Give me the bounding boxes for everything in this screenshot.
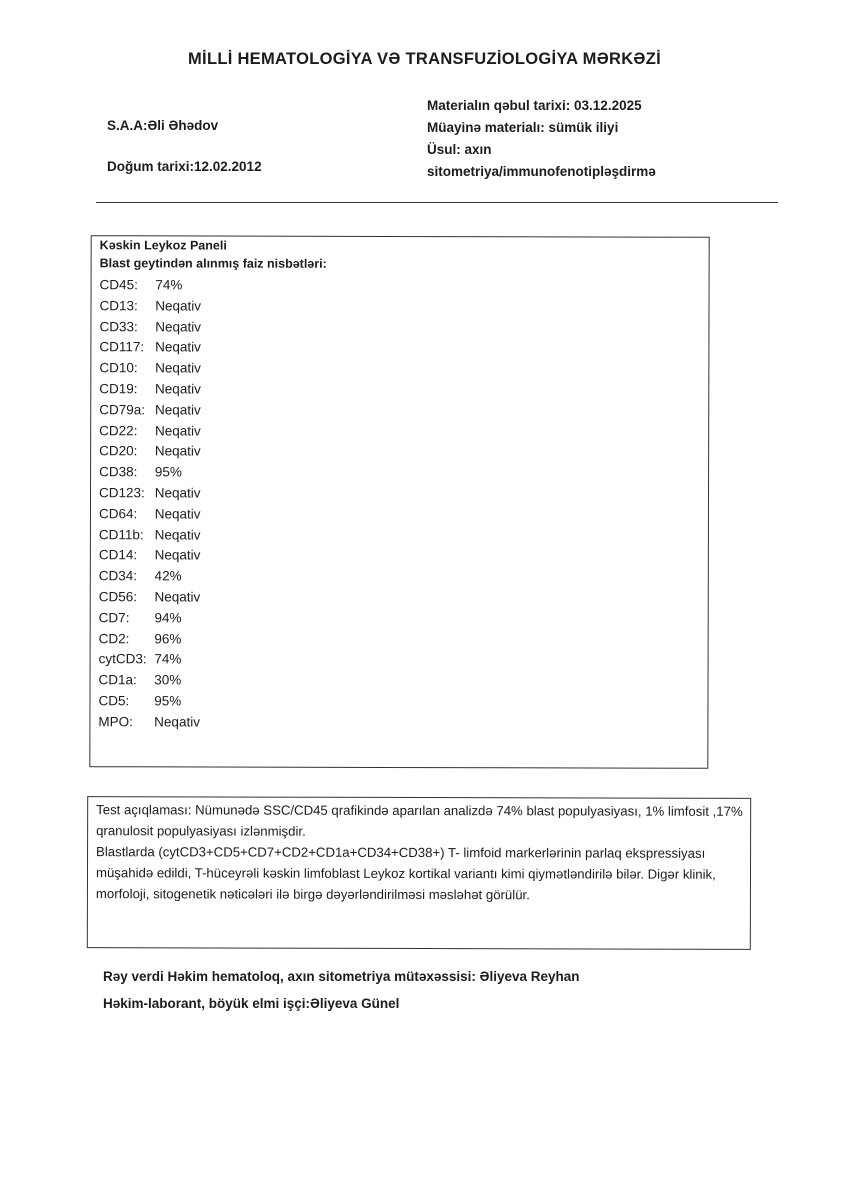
marker-name: CD45: xyxy=(99,277,138,293)
marker-value: Neqativ xyxy=(155,339,201,355)
marker-row xyxy=(99,379,201,400)
method-line-1: Üsul: axın xyxy=(427,142,492,157)
marker-value: Neqativ xyxy=(155,360,201,376)
marker-name: CD33: xyxy=(99,318,138,334)
marker-row xyxy=(99,296,201,317)
marker-name: CD5: xyxy=(98,693,130,709)
marker-value: Neqativ xyxy=(154,506,201,522)
marker-row xyxy=(100,275,202,296)
marker-name: MPO: xyxy=(98,713,133,730)
marker-value: 96% xyxy=(154,630,182,646)
marker-name: CD22: xyxy=(99,422,138,438)
marker-name: CD79a: xyxy=(99,401,146,418)
marker-row xyxy=(99,587,201,608)
marker-name: CD123: xyxy=(99,485,145,501)
marker-name: CD10: xyxy=(99,360,138,376)
marker-value: 42% xyxy=(154,568,182,584)
marker-row xyxy=(99,317,201,338)
marker-row xyxy=(99,400,201,421)
marker-row xyxy=(98,712,200,733)
marker-value: Neqativ xyxy=(155,298,202,314)
marker-name: CD1a: xyxy=(98,672,137,688)
marker-name: CD64: xyxy=(98,505,138,522)
marker-name: cytCD3: xyxy=(98,651,147,667)
marker-row xyxy=(99,629,201,650)
signature-hematologist: Rəy verdi Həkim hematoloq, axın sitometriya mütəxəssisi: Əliyeva Reyhan xyxy=(103,969,580,984)
marker-value: 74% xyxy=(155,277,183,293)
marker-row xyxy=(99,608,201,629)
marker-value: Neqativ xyxy=(155,381,201,397)
marker-row xyxy=(99,546,201,567)
marker-name: CD56: xyxy=(98,589,138,605)
marker-value: Neqativ xyxy=(154,485,201,501)
marker-row xyxy=(99,566,201,587)
marker-name: CD38: xyxy=(99,464,138,480)
marker-name: CD13: xyxy=(99,298,138,314)
marker-name: CD19: xyxy=(99,381,138,397)
marker-value: Neqativ xyxy=(154,589,201,605)
marker-value: Neqativ xyxy=(154,422,201,439)
description-paragraph-1: Test açıqlaması: Nümunədə SSC/CD45 qrafikində aparılan analizdə 74% blast populyasiyası, 1% limfosit ,17% qranulosit populyasiyası izlənmişdir. xyxy=(96,802,743,839)
marker-value: Neqativ xyxy=(154,443,201,459)
marker-row xyxy=(99,338,201,359)
marker-value: Neqativ xyxy=(154,547,201,563)
marker-row xyxy=(98,691,200,712)
marker-value: 94% xyxy=(154,610,182,626)
marker-value: Neqativ xyxy=(154,526,201,543)
marker-value: 74% xyxy=(154,651,182,667)
marker-row xyxy=(99,670,201,691)
marker-name: CD34: xyxy=(98,568,138,584)
marker-name: CD14: xyxy=(98,547,138,563)
marker-value: Neqativ xyxy=(154,714,200,730)
marker-value: 95% xyxy=(154,693,182,709)
leukemia-panel-box xyxy=(89,235,709,769)
description-paragraph-2: Blastlarda (cytCD3+CD5+CD7+CD2+CD1a+CD34+CD38+) T- limfoid markerlərinin parlaq ekspressiyası müşahidə edildi, T-hüceyrəli kəskin limfoblast Leykoz kortikal variantı kimi qiymətləndirilə bilər. Digər klinik, morfoloji, sitogenetik nəticələri ilə birgə dəyərləndirilməsi məsləhət görülür. xyxy=(95,844,716,903)
test-description-box xyxy=(87,796,751,950)
marker-name: CD117: xyxy=(99,339,145,355)
birth-date: Doğum tarixi:12.02.2012 xyxy=(107,159,262,174)
received-date: Materialın qəbul tarixi: 03.12.2025 xyxy=(427,98,642,113)
header-divider xyxy=(96,202,778,203)
marker-list xyxy=(98,275,201,733)
marker-name: CD20: xyxy=(99,443,138,459)
marker-row xyxy=(99,358,201,379)
marker-name: CD7: xyxy=(98,609,130,626)
marker-row xyxy=(99,421,201,442)
marker-name: CD2: xyxy=(98,630,130,646)
panel-subtitle: Blast geytindən alınmış faiz nisbətləri: xyxy=(99,256,327,271)
marker-row xyxy=(99,504,201,525)
document-title: MİLLİ HEMATOLOGİYA VƏ TRANSFUZİOLOGİYA MƏRKƏZİ xyxy=(188,50,661,68)
marker-row xyxy=(99,525,201,546)
marker-row xyxy=(99,650,201,671)
panel-title: Kəskin Leykoz Paneli xyxy=(99,238,227,253)
marker-row xyxy=(99,462,201,483)
patient-name: S.A.A:Əli Əhədov xyxy=(107,118,219,133)
marker-row xyxy=(99,483,201,504)
marker-value: Neqativ xyxy=(155,318,202,335)
marker-value: 95% xyxy=(154,464,182,480)
method-line-2: sitometriya/immunofenotipləşdirmə xyxy=(427,164,656,179)
signature-laborant: Həkim-laborant, böyük elmi işçi:Əliyeva Günel xyxy=(103,996,400,1011)
marker-name: CD11b: xyxy=(98,526,144,542)
marker-value: 30% xyxy=(154,672,182,688)
marker-value: Neqativ xyxy=(154,402,201,418)
material-type: Müayinə materialı: sümük iliyi xyxy=(427,120,619,135)
marker-row xyxy=(99,442,201,463)
